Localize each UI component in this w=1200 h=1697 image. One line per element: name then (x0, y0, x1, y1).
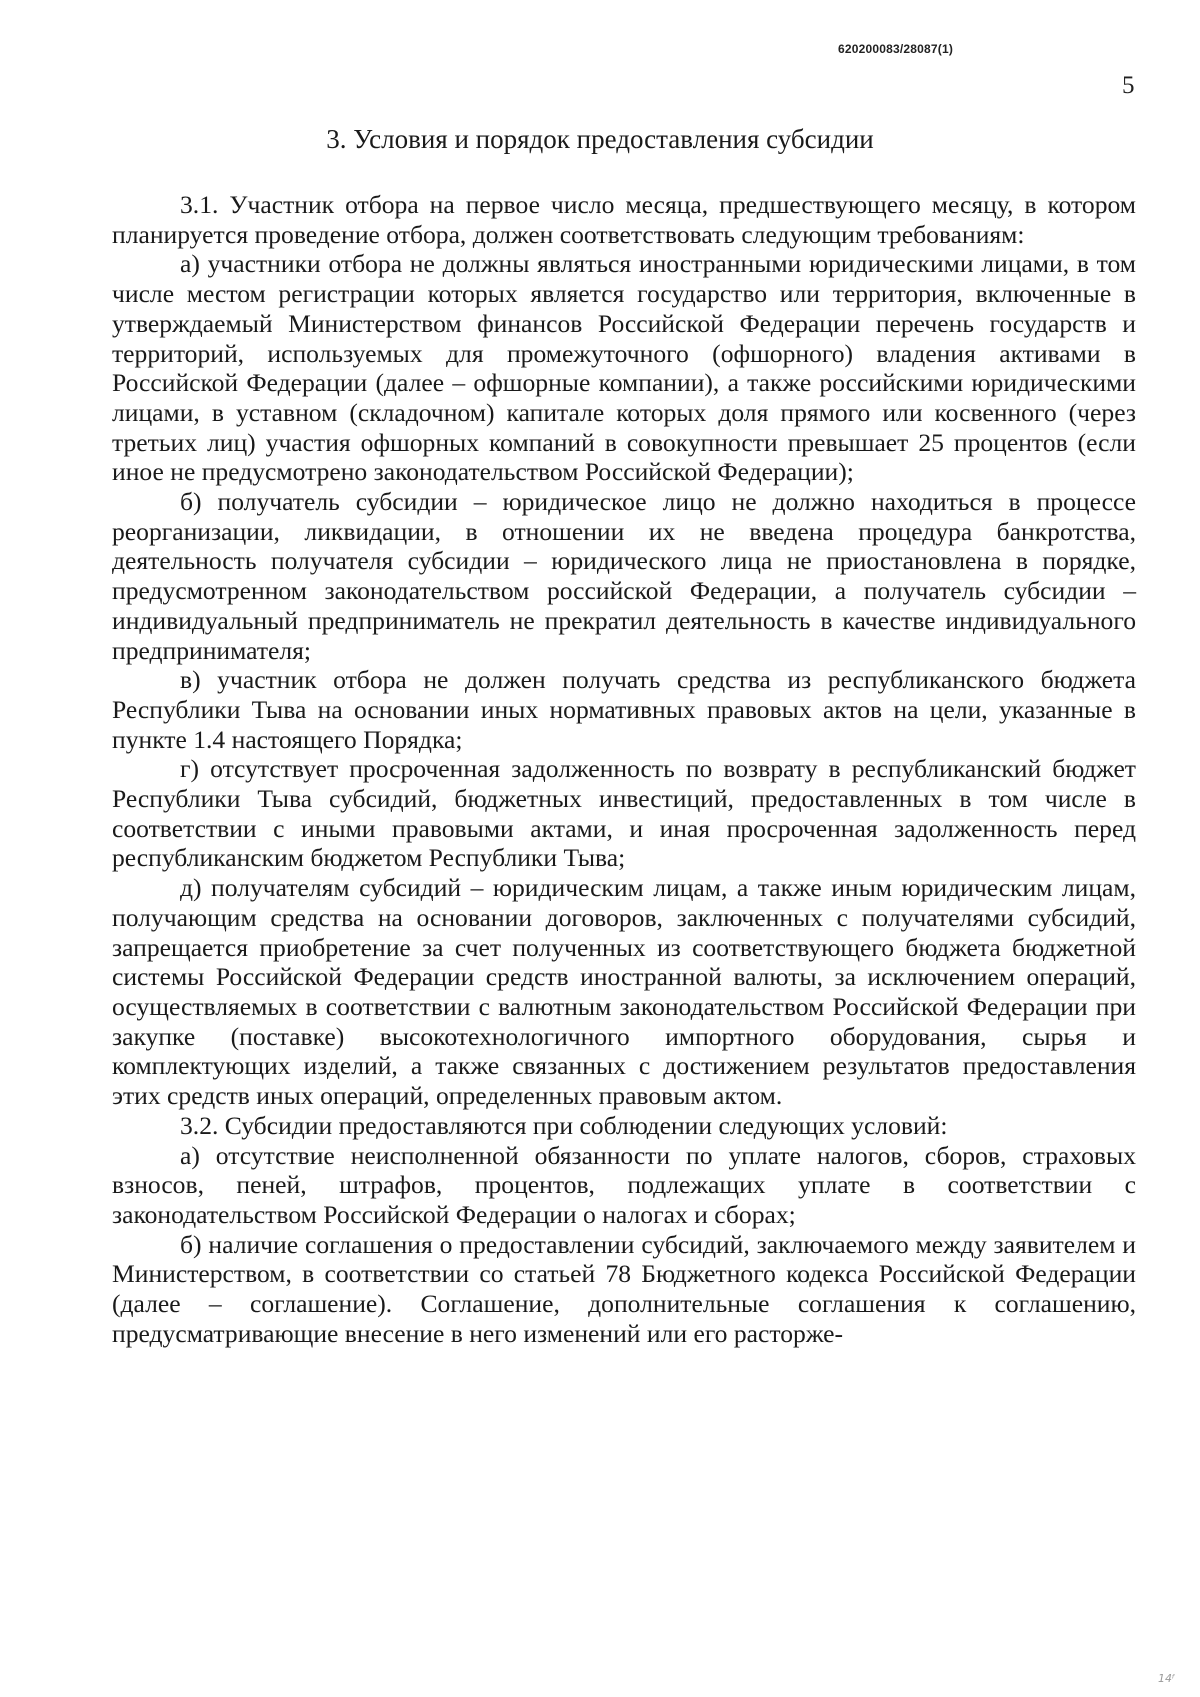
document-body (112, 190, 1136, 1348)
paragraph-3-2-a: а) отсутствие неисполненной обязанности по уплате налогов, сборов, страховых взносов, пеней, штрафов, процентов, подлежащих уплате в соответствии с законодательством Российской Федерации о налогах и сборах; (112, 1140, 1136, 1229)
paragraph-3-1-g: г) отсутствует просроченная задолженность по возврату в республиканский бюджет Республики Тыва субсидий, бюджетных инвестиций, предоставленных в том числе в соответствии с иными правовыми актами, и иная просроченная задолженность перед республиканским бюджетом Республики Тыва; (112, 754, 1136, 873)
section-title: 3. Условия и порядок предоставления субсидии (326, 124, 874, 154)
paragraph-3-1: 3.1. Участник отбора на первое число месяца, предшествующего месяцу, в котором планируется проведение отбора, должен соответствовать следующим требованиям: (112, 190, 1136, 249)
paragraph-3-2-b: б) наличие соглашения о предоставлении субсидий, заключаемого между заявителем и Министерством, в соответствии со статьей 78 Бюджетного кодекса Российской Федерации (далее – соглашение). Соглашение, дополнительные соглашения к соглашению, предусматривающие внесение в него изменений или его расторже- (112, 1229, 1136, 1348)
paragraph-3-1-d: д) получателям субсидий – юридическим лицам, а также иным юридическим лицам, получающим средства на основании договоров, заключенных с получателями субсидий, запрещается приобретение за счет полученных из соответствующего бюджета бюджетной системы Российской Федерации средств иностранной валюты, за исключением операций, осуществляемых в соответствии с валютным законодательством Российской Федерации при закупке (поставке) высокотехнологичного импортного оборудования, сырья и комплектующих изделий, а также связанных с достижением результатов предоставления этих средств иных операций, определенных правовым актом. (112, 873, 1136, 1111)
paragraph-3-1-a: а) участники отбора не должны являться иностранными юридическими лицами, в том числе местом регистрации которых является государство или территория, включенные в утверждаемый Министерством финансов Российской Федерации перечень государств и территорий, используемых для промежуточного (офшорного) владения активами в Российской Федерации (далее – офшорные компании), а также российскими юридическими лицами, в уставном (складочном) капитале которых доля прямого или косвенного (через третьих лиц) участия офшорных компаний в совокупности превышает 25 процентов (если иное не предусмотрено законодательством Российской Федерации); (112, 249, 1136, 487)
document-registration-code: 620200083/28087(1) (838, 42, 954, 56)
handwritten-scan-mark: 14ᶠ (1158, 1672, 1176, 1685)
paragraph-3-1-v: в) участник отбора не должен получать средства из республиканского бюджета Республики Тыва на основании иных нормативных правовых актов на цели, указанные в пункте 1.4 настоящего Порядка; (112, 665, 1136, 754)
page-number: 5 (1122, 72, 1135, 99)
paragraph-3-2: 3.2. Субсидии предоставляются при соблюдении следующих условий: (180, 1110, 948, 1140)
paragraph-3-1-b: б) получатель субсидии – юридическое лицо не должно находиться в процессе реорганизации, ликвидации, в отношении их не введена процедура банкротства, деятельность получателя субсидии – юридического лица не приостановлена в порядке, предусмотренном законодательством российской Федерации, а получатель субсидии – индивидуальный предприниматель не прекратил деятельность в качестве индивидуального предпринимателя; (112, 487, 1136, 665)
